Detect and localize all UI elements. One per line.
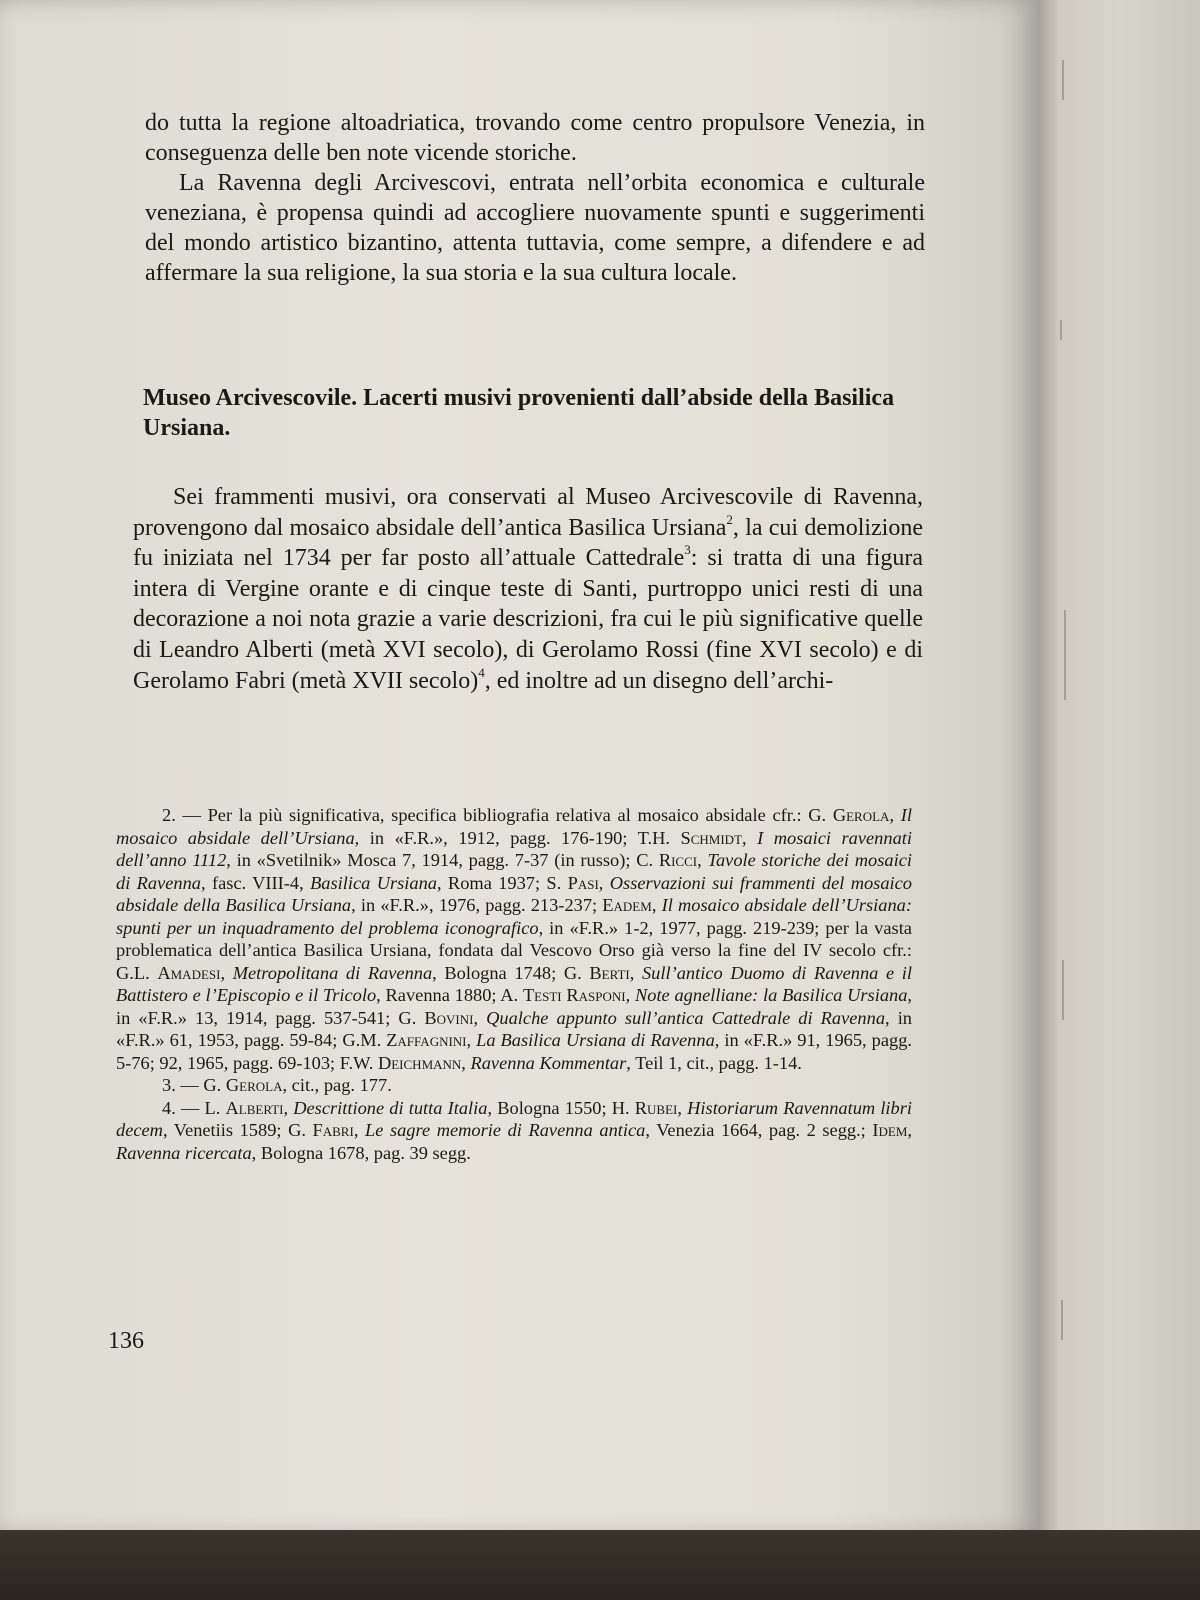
table-surface [0, 1530, 1200, 1600]
facing-page [1040, 0, 1200, 1560]
page-number: 136 [108, 1328, 144, 1354]
footnote-3: 3. — G. Gerola, cit., pag. 177. [162, 1075, 392, 1095]
footnote-4: 4. — L. Alberti, Descrittione di tutta Italia, Bologna 1550; H. Rubei, Historiarum Ravennatum libri decem, Venetiis 1589; G. Fabri, Le sagre memorie di Ravenna antica, Venezia 1664, pag. 2 segg.; Idem, Ravenna ricercata, Bologna 1678, pag. 39 segg. [116, 1097, 912, 1163]
footnote-ref-3: 3 [684, 542, 691, 558]
section-heading: Museo Arcivescovile. Lacerti musivi provenienti dall’abside della Basilica Ursiana. [143, 385, 895, 441]
section-body [133, 482, 923, 696]
paragraph-2: La Ravenna degli Arcivescovi, entrata nell’orbita economica e culturale veneziana, è propensa quindi ad accogliere nuovamente spunti e suggerimenti del mondo artistico bizantino, attenta tuttavia, come sempre, a difendere e ad affermare la sua religione, la sua storia e la sua cultura locale. [145, 170, 925, 286]
paragraph-3: Sei frammenti musivi, ora conservati al Museo Arcivescovile di Ravenna, provengono dal mosaico absidale dell’antica Basilica Ursiana$^2$, la cui demolizione fu iniziata nel 1734 per far posto all’attuale Cattedrale$^3$: si tratta di una figura intera di Vergine orante e di cinque teste di Santi, purtroppo unici resti di una decorazione a noi nota grazie a varie descrizioni, fra cui le più significative quelle di Leandro Alberti (metà XVI secolo), di Gerolamo Rossi (fine XVI secolo) e di Gerolamo Fabri (metà XVII secolo)$^4$, ed inoltre ad un disegno dell’archi- [133, 484, 923, 694]
footnotes [116, 804, 912, 1164]
footnote-2: 2. — Per la più significativa, specifica bibliografia relativa al mosaico absidale cfr.: G. Gerola, Il mosaico absidale dell’Ursiana, in «F.R.», 1912, pagg. 176-190; T.H. Schmidt, I mosaici ravennati dell’anno 1112, in «Svetilnik» Mosca 7, 1914, pagg. 7-37 (in russo); C. Ricci, Tavole storiche dei mosaici di Ravenna, fasc. VIII-4, Basilica Ursiana, Roma 1937; S. Pasi, Osservazioni sui frammenti del mosaico absidale della Basilica Ursiana, in «F.R.», 1976, pagg. 213-237; Eadem, Il mosaico absidale dell’Ursiana: spunti per un inquadramento del problema iconografico, in «F.R.» 1-2, 1977, pagg. 219-239; per la vasta problematica dell’antica Basilica Ursiana, fondata dal Vescovo Orso già verso la fine del IV secolo cfr.: G.L. Amadesi, Metropolitana di Ravenna, Bologna 1748; G. Berti, Sull’antico Duomo di Ravenna e il Battistero e l’Episcopio e il Tricolo, Ravenna 1880; A. Testi Rasponi, Note agnelliane: la Basilica Ursiana, in «F.R.» 13, 1914, pagg. 537-541; G. Bovini, Qualche appunto sull’antica Cattedrale di Ravenna, in «F.R.» 61, 1953, pagg. 59-84; G.M. Zaffagnini, La Basilica Ursiana di Ravenna, in «F.R.» 91, 1965, pagg. 5-76; 92, 1965, pagg. 69-103; F.W. Deichmann, Ravenna Kommentar, Teil 1, cit., pagg. 1-14. [116, 805, 913, 1073]
footnote-ref-4: 4 [478, 664, 485, 680]
footnote-ref-2: 2 [726, 511, 733, 527]
paragraph-1: do tutta la regione altoadriatica, trovando come centro propulsore Venezia, in conseguenza delle ben note vicende storiche. [145, 110, 925, 166]
intro-text [145, 108, 925, 288]
